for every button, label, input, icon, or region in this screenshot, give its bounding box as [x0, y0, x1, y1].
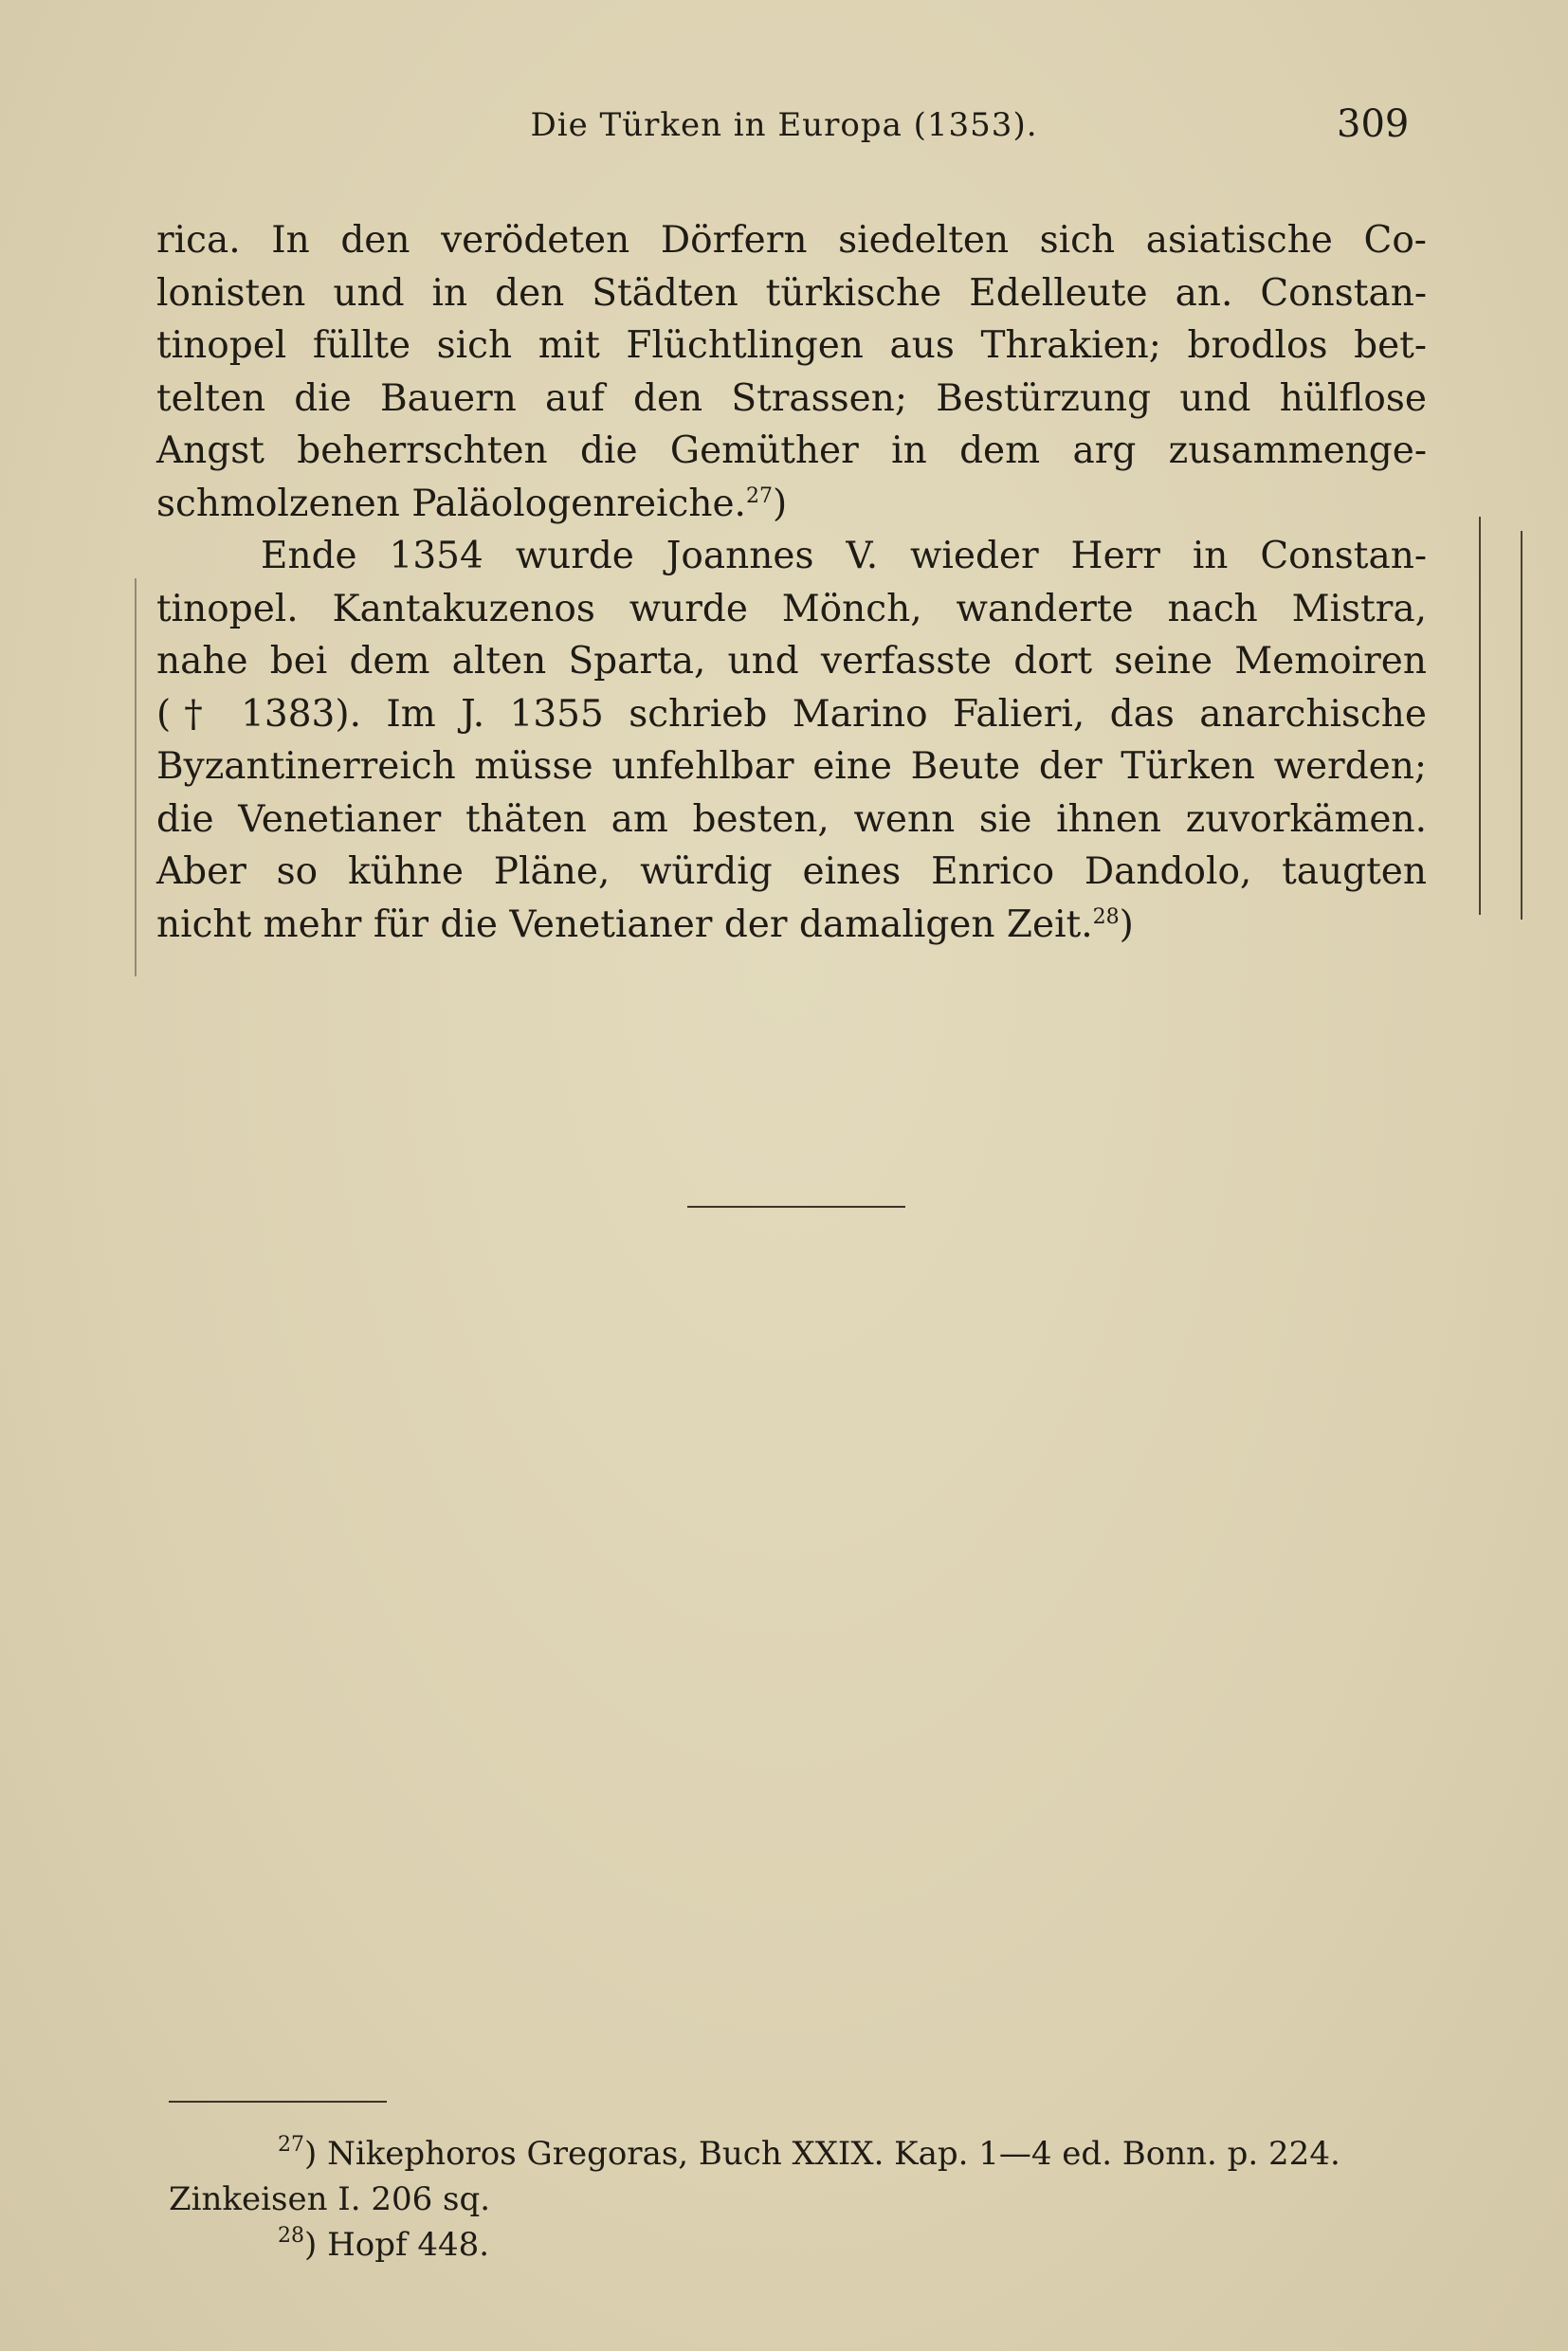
text-line: tinopel füllte sich mit Flüchtlingen aus Thrakien; brodlos bet- [156, 324, 1427, 367]
footnote-text: Nikephoros Gregoras, Buch XXIX. Kap. 1—4 ed. Bonn. p. 224. [327, 2135, 1340, 2173]
text-line-content: schmolzenen Paläologenreiche. [156, 482, 746, 525]
margin-pencil-mark [135, 578, 137, 976]
text-line: Ende 1354 wurde Joannes V. wieder Herr in Constan- [261, 535, 1427, 577]
body-text [156, 214, 1427, 951]
text-line: lonisten und in den Städten türkische Edelleute an. Constan- [156, 271, 1427, 315]
text-line: Angst beherrschten die Gemüther in dem arg zusammenge- [156, 429, 1427, 472]
text-line: telten die Bauern auf den Strassen; Bestürzung und hülflose [156, 376, 1427, 420]
footnote-divider [169, 2101, 387, 2103]
footnote-ref-28: 28 [1092, 904, 1120, 929]
footnote-marker: 28 [278, 2224, 304, 2248]
running-title: Die Türken in Europa (1353). [530, 106, 1038, 144]
text-line: Byzantinerreich müsse unfehlbar eine Beute der Türken werden; [156, 745, 1427, 788]
footnote-27-continuation: Zinkeisen I. 206 sq. [169, 2180, 491, 2218]
footnote-27: $^{27}$) Nikephoros Gregoras, Buch XXIX. Kap. 1—4 ed. Bonn. p. 224. [278, 2133, 1340, 2173]
footnote-marker: 27 [278, 2133, 304, 2157]
page-number: 309 [1337, 102, 1410, 146]
section-divider [687, 1206, 905, 1208]
text-line-with-footnote: schmolzenen Paläologenreiche.$^{27}$) [156, 482, 788, 525]
text-line: tinopel. Kantakuzenos wurde Mönch, wanderte nach Mistra, [156, 587, 1427, 630]
text-line-content: nicht mehr für die Venetianer der damaligen Zeit. [156, 902, 1093, 946]
footnotes [169, 2131, 1439, 2268]
footnote-ref-27: 27 [745, 483, 773, 508]
text-line: († 1383). Im J. 1355 schrieb Marino Falieri, das anarchische [156, 692, 1427, 736]
text-line: nahe bei dem alten Sparta, und verfasste dort seine Memoiren [156, 640, 1427, 683]
margin-pencil-mark [1479, 517, 1481, 915]
text-line: die Venetianer thäten am besten, wenn sie ihnen zuvorkämen. [156, 797, 1427, 841]
text-line-with-footnote: nicht mehr für die Venetianer der damaligen Zeit.$^{28}$) [156, 902, 1134, 946]
footnote-text: Hopf 448. [327, 2226, 490, 2264]
margin-pencil-mark [1521, 531, 1522, 920]
text-line: Aber so kühne Pläne, würdig eines Enrico Dandolo, taugten [156, 850, 1427, 893]
footnote-28: $^{28}$) Hopf 448. [278, 2224, 490, 2264]
text-line: rica. In den verödeten Dörfern siedelten sich asiatische Co- [156, 219, 1427, 262]
running-head [0, 102, 1568, 163]
